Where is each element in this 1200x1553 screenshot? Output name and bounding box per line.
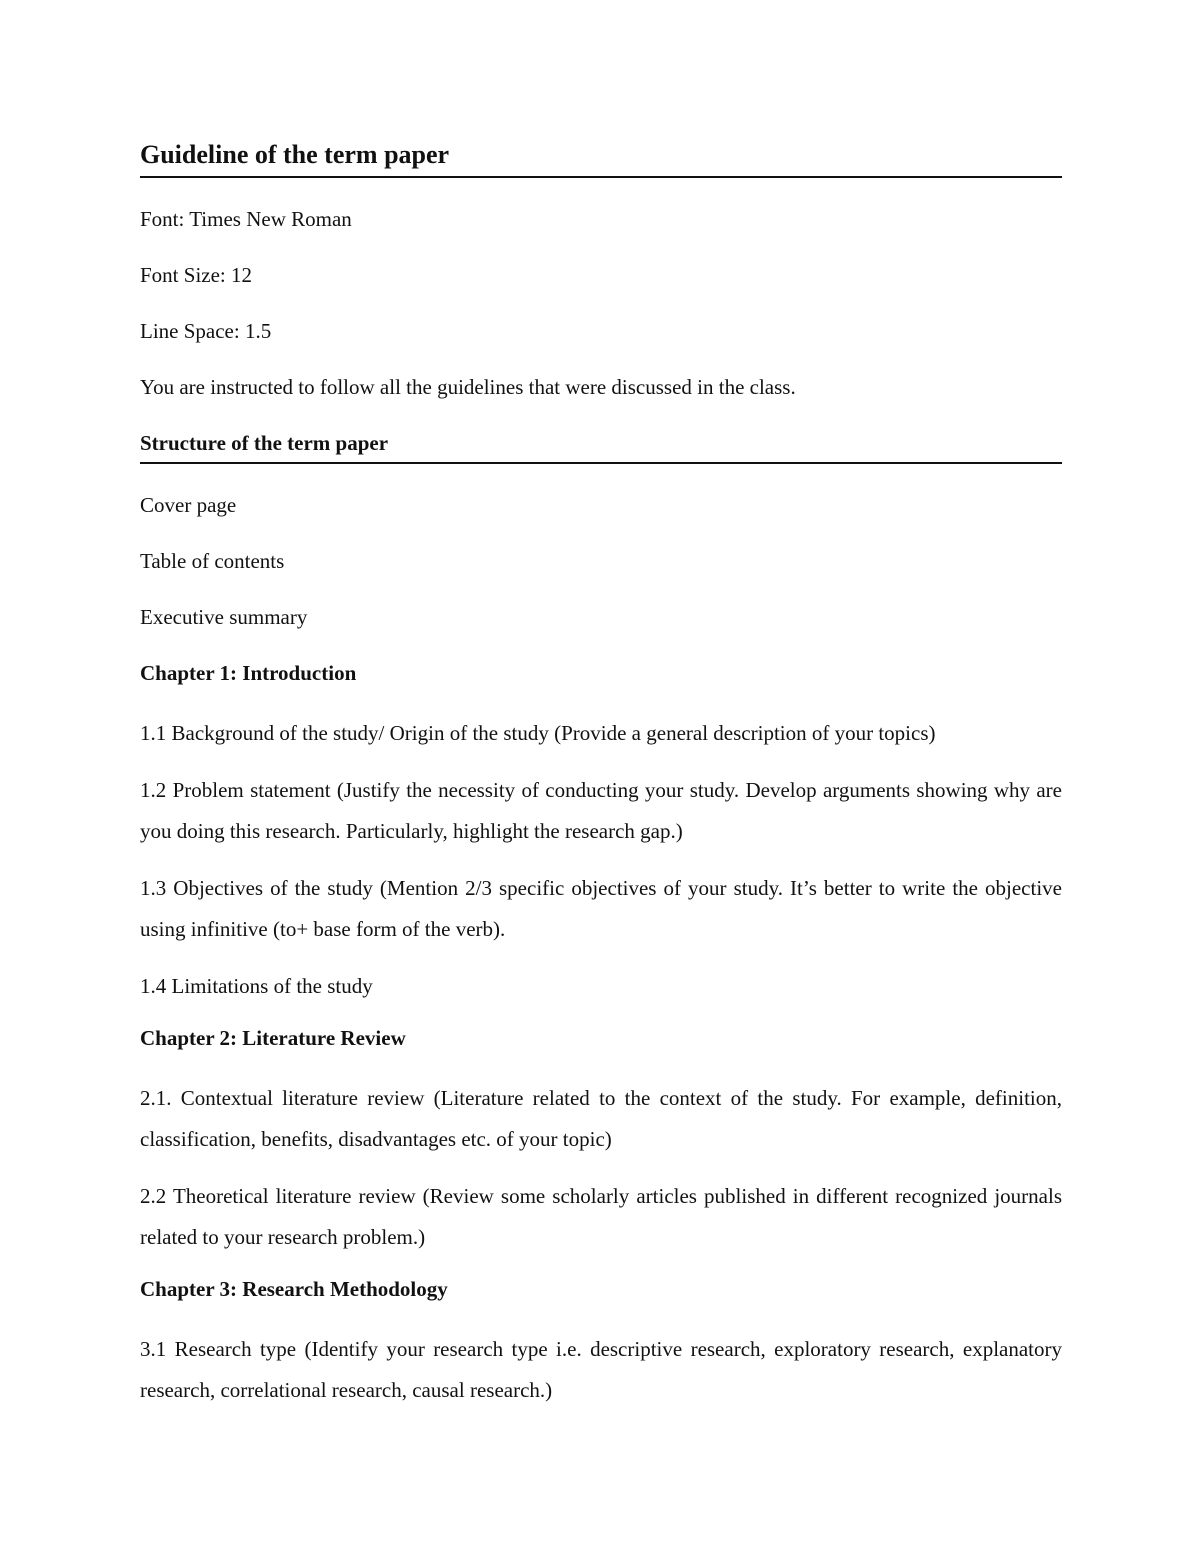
format-font: Font: Times New Roman (140, 207, 352, 231)
front-matter-item: Cover page (140, 493, 237, 517)
chapter-item: 1.2 Problem statement (Justify the necessity of conducting your study. Develop arguments showing why are you doing this research. Particularly, highlight the research gap.) (140, 778, 1062, 843)
chapter-title: Chapter 2: Literature Review (140, 1026, 406, 1050)
chapter-item: 2.1. Contextual literature review (Literature related to the context of the study. For example, definition, classification, benefits, disadvantages etc. of your topic) (140, 1086, 1062, 1151)
format-font-size: Font Size: 12 (140, 263, 253, 287)
format-instruction: You are instructed to follow all the guidelines that were discussed in the class. (140, 375, 796, 399)
chapter-item: 1.4 Limitations of the study (140, 974, 373, 998)
chapter-title: Chapter 1: Introduction (140, 661, 357, 685)
document-page (140, 138, 1062, 1411)
front-matter-item: Table of contents (140, 549, 285, 573)
front-matter-item: Executive summary (140, 605, 308, 629)
chapter-item: 2.2 Theoretical literature review (Review some scholarly articles published in different recognized journals related to your research problem.) (140, 1184, 1062, 1249)
chapter-item: 1.3 Objectives of the study (Mention 2/3 specific objectives of your study. It’s better to write the objective using infinitive (to+ base form of the verb). (140, 876, 1062, 941)
format-line-space: Line Space: 1.5 (140, 319, 272, 343)
chapter-title: Chapter 3: Research Methodology (140, 1277, 448, 1301)
chapter-item: 1.1 Background of the study/ Origin of the study (Provide a general description of your topics) (140, 721, 936, 745)
document-title: Guideline of the term paper (140, 138, 1062, 178)
structure-heading: Structure of the term paper (140, 428, 1062, 464)
chapter-item: 3.1 Research type (Identify your research type i.e. descriptive research, exploratory research, explanatory research, correlational research, causal research.) (140, 1337, 1062, 1402)
